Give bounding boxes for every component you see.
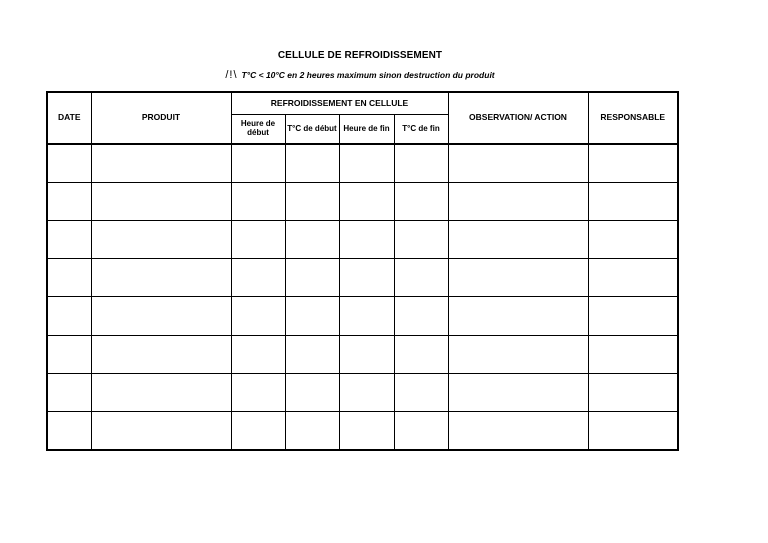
cell-temp-fin[interactable] (394, 259, 448, 297)
instruction-text: T°C < 10°C en 2 heures maximum sinon destruction du produit (241, 70, 495, 80)
header-temp-debut: T°C de début (285, 115, 339, 145)
cell-date[interactable] (47, 335, 91, 373)
cell-heure-fin[interactable] (339, 259, 394, 297)
header-responsable: RESPONSABLE (588, 92, 678, 144)
cell-heure-debut[interactable] (231, 335, 285, 373)
cell-heure-debut[interactable] (231, 297, 285, 335)
cell-heure-debut[interactable] (231, 144, 285, 183)
cell-produit[interactable] (91, 144, 231, 183)
cell-observation[interactable] (448, 221, 588, 259)
cell-date[interactable] (47, 297, 91, 335)
cell-responsable[interactable] (588, 183, 678, 221)
cell-produit[interactable] (91, 335, 231, 373)
cell-responsable[interactable] (588, 373, 678, 411)
cell-produit[interactable] (91, 183, 231, 221)
cell-responsable[interactable] (588, 297, 678, 335)
cell-heure-debut[interactable] (231, 221, 285, 259)
cell-observation[interactable] (448, 411, 588, 450)
cell-responsable[interactable] (588, 259, 678, 297)
cell-date[interactable] (47, 411, 91, 450)
table-row (47, 297, 678, 335)
cell-observation[interactable] (448, 335, 588, 373)
cell-heure-fin[interactable] (339, 144, 394, 183)
cell-observation[interactable] (448, 259, 588, 297)
table-row (47, 411, 678, 450)
table-row (47, 259, 678, 297)
cell-produit[interactable] (91, 297, 231, 335)
instruction-line (0, 69, 720, 81)
cell-temp-debut[interactable] (285, 335, 339, 373)
cell-temp-fin[interactable] (394, 297, 448, 335)
page-title: CELLULE DE REFROIDISSEMENT (277, 50, 443, 61)
cell-heure-fin[interactable] (339, 335, 394, 373)
cell-observation[interactable] (448, 373, 588, 411)
cell-date[interactable] (47, 221, 91, 259)
cell-heure-fin[interactable] (339, 297, 394, 335)
cell-heure-debut[interactable] (231, 373, 285, 411)
cell-responsable[interactable] (588, 144, 678, 183)
cell-heure-fin[interactable] (339, 221, 394, 259)
cell-temp-debut[interactable] (285, 373, 339, 411)
header-observation: OBSERVATION/ ACTION (448, 92, 588, 144)
cell-observation[interactable] (448, 297, 588, 335)
cell-date[interactable] (47, 259, 91, 297)
cell-heure-debut[interactable] (231, 411, 285, 450)
cell-temp-fin[interactable] (394, 335, 448, 373)
table-row (47, 144, 678, 183)
cell-temp-fin[interactable] (394, 221, 448, 259)
table-row (47, 183, 678, 221)
cell-heure-fin[interactable] (339, 373, 394, 411)
cell-date[interactable] (47, 183, 91, 221)
cell-produit[interactable] (91, 259, 231, 297)
cell-temp-fin[interactable] (394, 411, 448, 450)
header-temp-fin: T°C de fin (394, 115, 448, 145)
header-produit: PRODUIT (91, 92, 231, 144)
cell-temp-debut[interactable] (285, 183, 339, 221)
cell-produit[interactable] (91, 221, 231, 259)
table-row (47, 335, 678, 373)
cell-heure-fin[interactable] (339, 183, 394, 221)
cell-temp-debut[interactable] (285, 297, 339, 335)
cell-temp-fin[interactable] (394, 144, 448, 183)
table-row (47, 221, 678, 259)
cell-temp-debut[interactable] (285, 144, 339, 183)
cell-responsable[interactable] (588, 335, 678, 373)
cell-heure-fin[interactable] (339, 411, 394, 450)
cell-observation[interactable] (448, 183, 588, 221)
cell-heure-debut[interactable] (231, 259, 285, 297)
cell-heure-debut[interactable] (231, 183, 285, 221)
header-refroidissement-group: REFROIDISSEMENT EN CELLULE (231, 92, 448, 115)
cell-responsable[interactable] (588, 411, 678, 450)
cell-temp-debut[interactable] (285, 411, 339, 450)
cell-date[interactable] (47, 373, 91, 411)
header-date: DATE (47, 92, 91, 144)
cell-temp-fin[interactable] (394, 373, 448, 411)
cell-date[interactable] (47, 144, 91, 183)
cell-temp-fin[interactable] (394, 183, 448, 221)
cell-produit[interactable] (91, 373, 231, 411)
table-row (47, 373, 678, 411)
cell-produit[interactable] (91, 411, 231, 450)
cell-observation[interactable] (448, 144, 588, 183)
cooling-log-table (46, 91, 679, 451)
table-body (47, 144, 678, 450)
header-heure-fin: Heure de fin (339, 115, 394, 145)
header-heure-debut: Heure de début (231, 115, 285, 145)
cell-temp-debut[interactable] (285, 221, 339, 259)
warning-icon: /!\ (225, 69, 238, 81)
cell-responsable[interactable] (588, 221, 678, 259)
cell-temp-debut[interactable] (285, 259, 339, 297)
